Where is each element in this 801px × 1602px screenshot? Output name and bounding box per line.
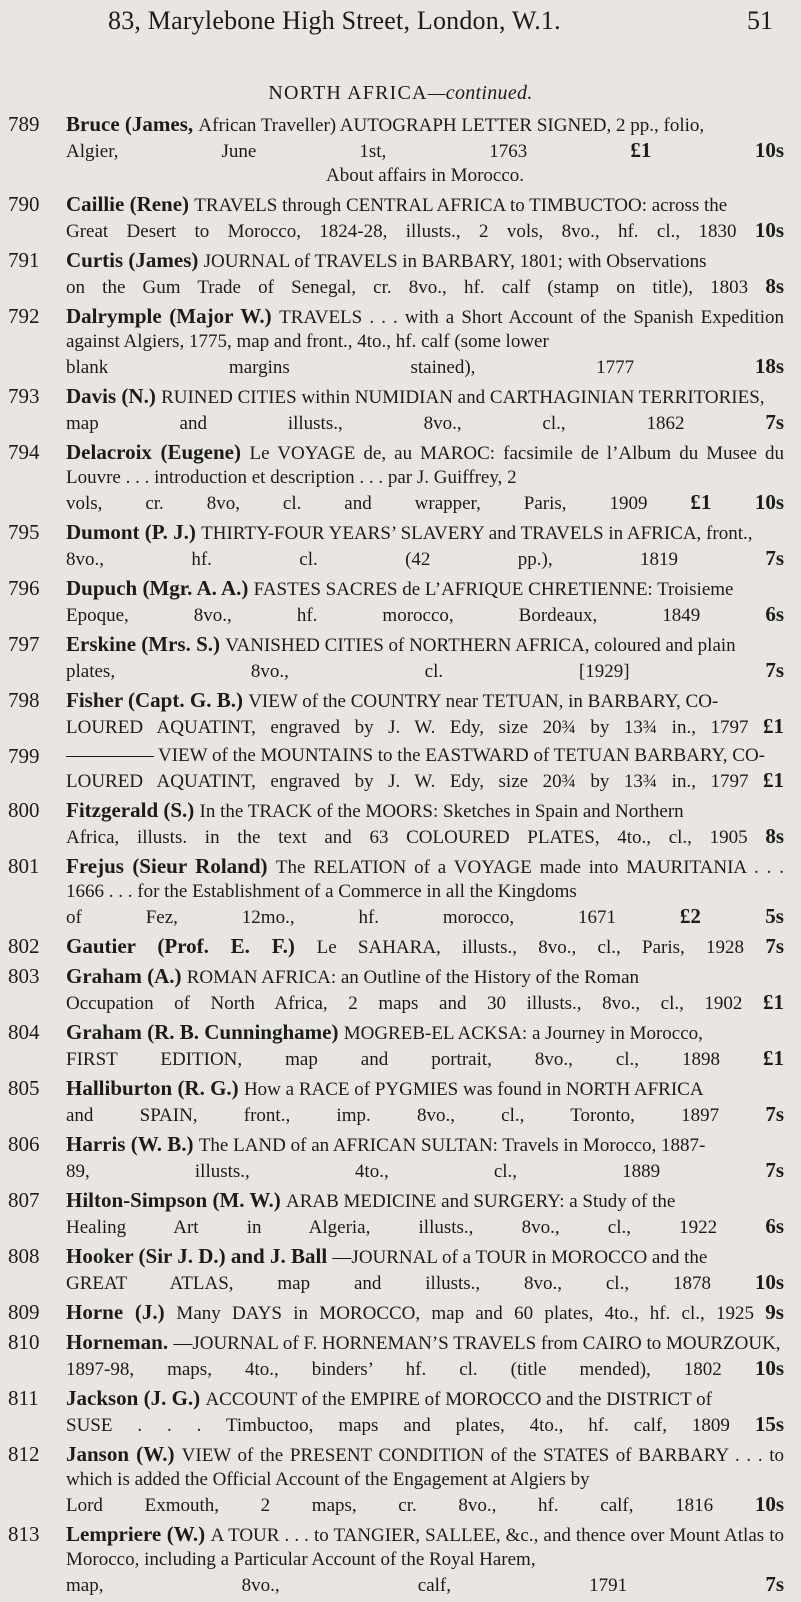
entry-text [66, 1188, 784, 1240]
entry-price: 7s [765, 934, 785, 958]
entry-author: Fisher (Capt. G. B.) [66, 688, 249, 712]
page-number: 51 [747, 6, 773, 35]
lot-number: 806 [8, 1132, 40, 1156]
entry-price: 10s [754, 218, 785, 242]
entry-details: Healing Art in Algeria, illusts., 8vo., cl., 1922 [66, 1217, 718, 1238]
entry-price-line [66, 824, 784, 850]
entry-price-line [66, 904, 784, 930]
entry-title: ARAB MEDICINE and SURGERY: a Study of the [285, 1191, 676, 1212]
entry-details: Great Desert to Morocco, 1824-28, illusts., 2 vols, 8vo., hf. cl., 1830 [66, 221, 737, 242]
entry-description [66, 688, 784, 714]
entry-author: Dumont (P. J.) [66, 520, 202, 544]
lot-number: 813 [8, 1522, 40, 1546]
entry-price: 7s [765, 410, 784, 434]
entry-text [66, 192, 784, 244]
entry-description [66, 1244, 784, 1270]
entry-price: £1 [763, 714, 785, 738]
entry-text [66, 934, 784, 960]
catalogue-entry [0, 304, 801, 380]
entry-title: RUINED CITIES within NUMIDIAN and CARTHAGINIAN TERRITORIES, [161, 387, 765, 408]
entry-text [66, 248, 784, 300]
entry-price-line [66, 768, 784, 794]
entry-details: and SPAIN, front., imp. 8vo., cl., Toronto, 1897 [66, 1105, 720, 1126]
entry-price-line [66, 602, 784, 628]
lot-number: 803 [8, 964, 40, 988]
entry-text [66, 520, 784, 572]
entry-price: £1 [763, 768, 785, 792]
ditto-rule [66, 756, 154, 757]
entry-details: LOURED AQUATINT, engraved by J. W. Edy, size 20¾ by 13¾ in., 1797 [66, 771, 749, 792]
catalogue-entry [0, 1300, 801, 1326]
entry-author: Erskine (Mrs. S.) [66, 632, 226, 656]
entry-price: £1 [763, 1046, 784, 1070]
entry-price: £2 5s [679, 904, 784, 928]
lot-number: 808 [8, 1244, 40, 1268]
entry-title: Many DAYS in MOROCCO, map and 60 plates, 4to., hf. cl., 1925 [176, 1303, 755, 1324]
entry-title: —JOURNAL of a TOUR in MOROCCO and the [332, 1247, 708, 1268]
entry-text [66, 744, 784, 794]
entry-description [66, 248, 784, 274]
entry-description [66, 854, 784, 904]
lot-number: 801 [8, 854, 40, 878]
entry-price: 10s [754, 1270, 784, 1294]
lot-number: 789 [8, 112, 40, 136]
catalogue-entry [0, 1132, 801, 1184]
entry-title: Le VOYAGE de, au MAROC: facsimile de l’Album du Musee du Louvre . . . introduction et description . . . par J. Guiffrey, 2 [66, 443, 784, 488]
catalogue-entry [0, 1330, 801, 1382]
entry-price-line [66, 1412, 784, 1438]
entry-text [66, 1244, 784, 1296]
section-continued: —continued. [427, 82, 533, 104]
catalogue-entry [0, 1188, 801, 1240]
entry-details: 1897-98, maps, 4to., binders’ hf. cl. (title mended), 1802 [66, 1359, 722, 1380]
entry-description [66, 440, 784, 490]
entry-description [66, 1442, 784, 1492]
entry-title: ACCOUNT of the EMPIRE of MOROCCO and the DISTRICT of [205, 1389, 712, 1410]
entry-description [66, 1386, 784, 1412]
entry-author: Horneman. [66, 1330, 174, 1354]
catalogue-entry [0, 1386, 801, 1438]
lot-number: 797 [8, 632, 40, 656]
catalogue-entry [0, 112, 801, 188]
catalogue-entry [0, 632, 801, 684]
entry-title: TRAVELS through CENTRAL AFRICA to TIMBUCTOO: across the [194, 195, 728, 216]
catalogue-entry [0, 1076, 801, 1128]
entry-details: on the Gum Trade of Senegal, cr. 8vo., hf. calf (stamp on title), 1803 [66, 277, 749, 298]
entry-details: Africa, illusts. in the text and 63 COLOURED PLATES, 4to., cl., 1905 [66, 827, 748, 848]
catalogue-entry [0, 248, 801, 300]
entry-price: 7s [765, 1102, 784, 1126]
entry-price-line [66, 546, 784, 572]
entry-text [66, 440, 784, 516]
lot-number: 792 [8, 304, 40, 328]
entry-details: plates, 8vo., cl. [1929] [66, 661, 630, 682]
entry-description [66, 632, 784, 658]
entry-note: About affairs in Morocco. [325, 165, 525, 186]
entry-description [66, 1330, 784, 1356]
entry-title: VIEW of the COUNTRY near TETUAN, in BARBARY, CO- [248, 691, 719, 712]
lot-number: 790 [8, 192, 40, 216]
entry-title: African Traveller) AUTOGRAPH LETTER SIGNED, 2 pp., folio, [198, 115, 705, 136]
entry-price: £1 10s [690, 490, 784, 514]
entry-title: In the TRACK of the MOORS: Sketches in Spain and Northern [199, 801, 684, 822]
entry-text [66, 1442, 784, 1518]
catalogue-entry [0, 520, 801, 572]
lot-number: 794 [8, 440, 40, 464]
lot-number: 811 [8, 1386, 39, 1410]
section-heading [0, 82, 801, 105]
lot-number: 812 [8, 1442, 40, 1466]
entry-text [66, 1300, 784, 1326]
entry-title: VIEW of the PRESENT CONDITION of the STATES of BARBARY . . . to which is added the Official Account of the Engagement at Algiers by [66, 1445, 785, 1490]
entry-price: £1 10s [630, 138, 785, 162]
entry-price: 6s [765, 1214, 784, 1238]
entry-author: Harris (W. B.) [66, 1132, 199, 1156]
catalogue-entry [0, 854, 801, 930]
catalogue-entry [0, 1020, 801, 1072]
entry-price-line [66, 1492, 784, 1518]
entry-price-line [66, 658, 784, 684]
entry-text [66, 798, 784, 850]
entry-text [66, 1386, 784, 1438]
entry-description [66, 1132, 784, 1158]
entry-text [66, 1020, 784, 1072]
entry-description [66, 304, 784, 354]
entry-price-line [66, 714, 784, 740]
entry-title: MOGREB-EL ACKSA: a Journey in Morocco, [343, 1023, 703, 1044]
entry-description [66, 934, 784, 960]
entry-price: 6s [765, 602, 784, 626]
entry-text [66, 112, 784, 188]
entry-price-line [66, 1102, 784, 1128]
entry-price: 10s [754, 1492, 785, 1516]
entry-text [66, 632, 784, 684]
entry-price-line [66, 1214, 784, 1240]
entry-author: Delacroix (Eugene) [66, 440, 250, 464]
entry-details: SUSE . . . Timbuctoo, maps and plates, 4to., hf. calf, 1809 [66, 1415, 730, 1436]
entry-author: Frejus (Sieur Roland) [66, 854, 276, 878]
lot-number: 796 [8, 576, 40, 600]
section-title: NORTH AFRICA [268, 82, 428, 104]
catalogue-entry [0, 1244, 801, 1296]
catalogue-entry [0, 798, 801, 850]
entry-details: Lord Exmouth, 2 maps, cr. 8vo., hf. calf, 1816 [66, 1495, 714, 1516]
entry-text [66, 854, 784, 930]
catalogue-entry [0, 688, 801, 740]
entry-price-line [66, 354, 784, 380]
entry-details: LOURED AQUATINT, engraved by J. W. Edy, size 20¾ by 13¾ in., 1797 [66, 717, 749, 738]
lot-number: 795 [8, 520, 40, 544]
entry-text [66, 688, 784, 740]
entry-price: 7s [765, 546, 784, 570]
entry-price: 8s [765, 824, 784, 848]
catalogue-entry [0, 1442, 801, 1518]
entry-author: Jackson (J. G.) [66, 1386, 206, 1410]
entry-author: Curtis (James) [66, 248, 204, 272]
entry-price: 8s [765, 274, 785, 298]
entry-title: FASTES SACRES de L’AFRIQUE CHRETIENNE: Troisieme [253, 579, 734, 600]
entry-description [66, 744, 784, 768]
lot-number: 807 [8, 1188, 40, 1212]
catalogue-entry [0, 576, 801, 628]
entry-price-line [66, 274, 784, 300]
entry-author: Hilton-Simpson (M. W.) [66, 1188, 286, 1212]
entry-author: Graham (A.) [66, 964, 187, 988]
entry-price-line [66, 990, 784, 1016]
entry-price: 18s [754, 354, 785, 378]
entry-description [66, 384, 784, 410]
entry-author: Bruce (James, [66, 112, 199, 136]
entry-details: FIRST EDITION, map and portrait, 8vo., cl., 1898 [66, 1049, 721, 1070]
lot-number: 799 [8, 744, 40, 768]
entry-title: —JOURNAL of F. HORNEMAN’S TRAVELS from CAIRO to MOURZOUK, [173, 1333, 781, 1354]
entry-text [66, 1330, 784, 1382]
entry-description [66, 1188, 784, 1214]
entry-description [66, 112, 784, 138]
entry-text [66, 384, 784, 436]
entry-description [66, 964, 784, 990]
entry-price-line [66, 1158, 784, 1184]
entry-details: Occupation of North Africa, 2 maps and 30 illusts., 8vo., cl., 1902 [66, 993, 743, 1014]
lot-number: 802 [8, 934, 40, 958]
entry-author: Halliburton (R. G.) [66, 1076, 244, 1100]
entry-author: Gautier (Prof. E. F.) [66, 934, 317, 958]
lot-number: 805 [8, 1076, 40, 1100]
entry-price-line [66, 490, 784, 516]
entry-author: Horne (J.) [66, 1300, 177, 1324]
catalogue-entry [0, 744, 801, 794]
entry-description [66, 1522, 784, 1572]
entry-text [66, 1076, 784, 1128]
entry-details: 89, illusts., 4to., cl., 1889 [66, 1161, 661, 1182]
entry-author: Graham (R. B. Cunninghame) [66, 1020, 344, 1044]
entry-text [66, 576, 784, 628]
entry-price: 7s [765, 1158, 784, 1182]
entry-title: How a RACE of PYGMIES was found in NORTH AFRICA [243, 1079, 704, 1100]
catalogue-entry [0, 934, 801, 960]
entry-details: vols, cr. 8vo, cl. and wrapper, Paris, 1909 [66, 493, 648, 514]
entry-details: blank margins stained), 1777 [66, 357, 635, 378]
entry-description [66, 798, 784, 824]
entry-description [66, 576, 784, 602]
entry-details: map and illusts., 8vo., cl., 1862 [66, 413, 685, 434]
entry-details: Algier, June 1st, 1763 [66, 141, 528, 162]
entry-author: Caillie (Rene) [66, 192, 195, 216]
entry-title: THIRTY-FOUR YEARS’ SLAVERY and TRAVELS in AFRICA, front., [201, 523, 753, 544]
lot-number: 804 [8, 1020, 40, 1044]
catalogue-entry [0, 384, 801, 436]
lot-number: 800 [8, 798, 40, 822]
entry-description [66, 520, 784, 546]
catalogue-entry [0, 440, 801, 516]
entry-price-line [66, 1572, 784, 1598]
catalogue-entry [0, 192, 801, 244]
entry-text [66, 1132, 784, 1184]
running-head-address: 83, Marylebone High Street, London, W.1. [108, 6, 561, 35]
entry-price-line [66, 1046, 784, 1072]
entry-title: TRAVELS . . . with a Short Account of the Spanish Expedition against Algiers, 1775, map and front., 4to., hf. calf (some lower [66, 307, 784, 352]
entry-description [66, 1076, 784, 1102]
entry-author: Hooker (Sir J. D.) and J. Ball [66, 1244, 333, 1268]
entry-description [66, 192, 784, 218]
lot-number: 793 [8, 384, 40, 408]
entry-author: Lempriere (W.) [66, 1522, 211, 1546]
entry-text [66, 1522, 784, 1598]
entry-details: GREAT ATLAS, map and illusts., 8vo., cl., 1878 [66, 1273, 711, 1294]
entry-price: 7s [765, 658, 784, 682]
entry-text [66, 964, 784, 1016]
entry-title: VANISHED CITIES of NORTHERN AFRICA, coloured and plain [225, 635, 736, 656]
entry-author: Fitzgerald (S.) [66, 798, 200, 822]
entry-price-line [66, 1356, 784, 1382]
entry-author: Janson (W.) [66, 1442, 182, 1466]
entry-price: £1 [763, 990, 785, 1014]
entry-title: JOURNAL of TRAVELS in BARBARY, 1801; with Observations [203, 251, 707, 272]
entry-author: Dupuch (Mgr. A. A.) [66, 576, 254, 600]
entry-price: 10s [754, 1356, 784, 1380]
entry-description [66, 1020, 784, 1046]
entry-details: map, 8vo., calf, 1791 [66, 1575, 628, 1596]
lot-number: 791 [8, 248, 40, 272]
entry-price-line [66, 1270, 784, 1296]
catalogue-entries [0, 112, 801, 1602]
entry-title: The LAND of an AFRICAN SULTAN: Travels in Morocco, 1887- [198, 1135, 706, 1156]
entry-title: Le SAHARA, illusts., 8vo., cl., Paris, 1928 [316, 937, 745, 958]
catalogue-entry [0, 1522, 801, 1598]
entry-author: Dalrymple (Major W.) [66, 304, 280, 328]
entry-price-line [66, 138, 784, 164]
entry-title: ROMAN AFRICA: an Outline of the History of the Roman [186, 967, 640, 988]
entry-price-line [66, 218, 784, 244]
entry-price-line [66, 410, 784, 436]
entry-price: 15s [754, 1412, 785, 1436]
lot-number: 809 [8, 1300, 40, 1324]
entry-text [66, 304, 784, 380]
lot-number: 798 [8, 688, 40, 712]
entry-description [66, 1300, 784, 1326]
entry-price: 7s [765, 1572, 784, 1596]
entry-details: 8vo., hf. cl. (42 pp.), 1819 [66, 549, 678, 570]
entry-price: 9s [765, 1300, 784, 1324]
entry-details: Epoque, 8vo., hf. morocco, Bordeaux, 1849 [66, 605, 701, 626]
entry-title: The RELATION of a VOYAGE made into MAURITANIA . . . 1666 . . . for the Establishment of a Commerce in all the Kingdoms [66, 857, 784, 902]
catalogue-entry [0, 964, 801, 1016]
entry-details: of Fez, 12mo., hf. morocco, 1671 [66, 907, 617, 928]
entry-author: Davis (N.) [66, 384, 162, 408]
entry-title: VIEW of the MOUNTAINS to the EASTWARD of TETUAN BARBARY, CO- [158, 745, 765, 766]
entry-title: A TOUR . . . to TANGIER, SALLEE, &c., and thence over Mount Atlas to Morocco, including a Particular Account of the Royal Harem, [66, 1525, 784, 1570]
lot-number: 810 [8, 1330, 40, 1354]
